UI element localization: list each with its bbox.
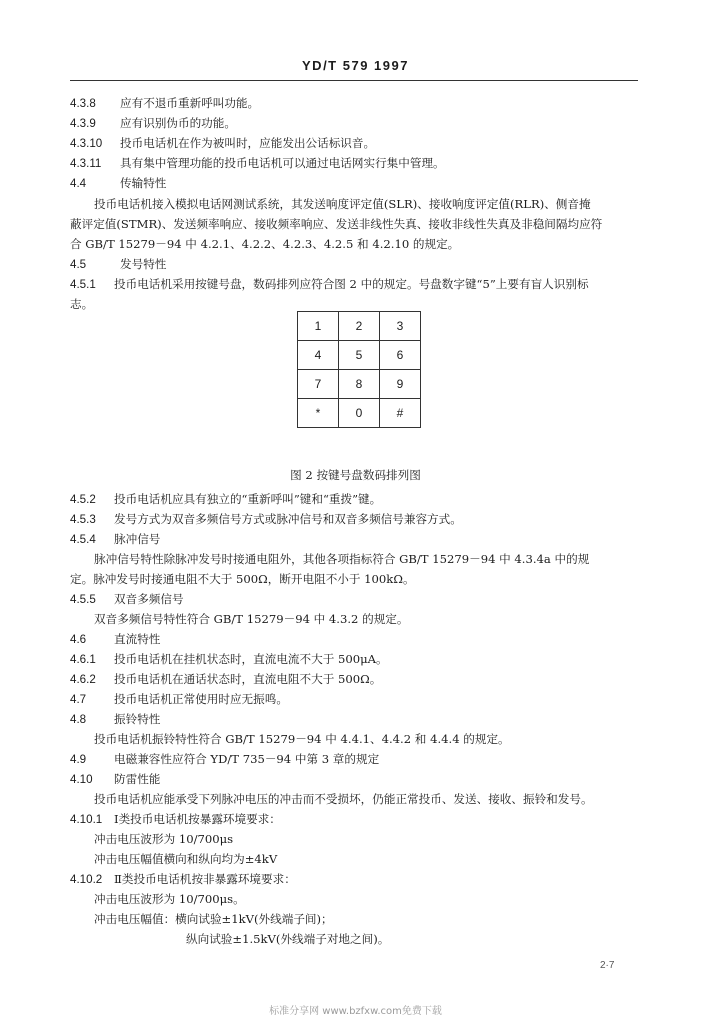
clause-text: Ⅰ类投币电话机按暴露环境要求： bbox=[114, 812, 281, 826]
keypad-row bbox=[298, 370, 421, 399]
key-star: * bbox=[298, 399, 339, 428]
clause-text: 发号特性 bbox=[120, 257, 167, 271]
text-line bbox=[94, 552, 589, 566]
clause-text: 投币电话机振铃特性符合 GB/T 15279－94 中 4.4.1、4.4.2 和 4.4.4 的规定。 bbox=[94, 732, 510, 746]
text-line bbox=[70, 572, 415, 586]
clause-number: 4.7 bbox=[70, 693, 87, 706]
clause-number: 4.9 bbox=[70, 753, 87, 766]
clause-text: 应有不退币重新呼叫功能。 bbox=[120, 96, 260, 110]
clause-text: 冲击电压波形为 10/700μs。 bbox=[94, 892, 245, 906]
clause-text: 投币电话机在作为被叫时，应能发出公话标识音。 bbox=[120, 136, 376, 150]
header-rule bbox=[70, 80, 638, 81]
key-6: 6 bbox=[380, 341, 421, 370]
clause-number: 4.5.2 bbox=[70, 493, 96, 506]
clause-text: 发号方式为双音多频信号方式或脉冲信号和双音多频信号兼容方式。 bbox=[114, 512, 462, 526]
clause-text: 防雷性能 bbox=[114, 772, 161, 786]
text-line bbox=[70, 512, 462, 527]
clause-text: 双音多频信号 bbox=[114, 592, 184, 606]
clause-text: 具有集中管理功能的投币电话机可以通过电话网实行集中管理。 bbox=[120, 156, 445, 170]
text-line bbox=[70, 632, 160, 647]
key-9: 9 bbox=[380, 370, 421, 399]
key-3: 3 bbox=[380, 312, 421, 341]
standard-header: YD/T 579 1997 bbox=[302, 58, 409, 73]
text-line bbox=[70, 712, 160, 727]
text-line bbox=[70, 257, 166, 272]
key-5: 5 bbox=[339, 341, 380, 370]
text-line bbox=[70, 297, 93, 311]
text-line bbox=[70, 592, 184, 607]
clause-number: 4.10.1 bbox=[70, 813, 103, 826]
key-8: 8 bbox=[339, 370, 380, 399]
clause-number: 4.5 bbox=[70, 258, 87, 271]
clause-text: 投币电话机应能承受下列脉冲电压的冲击而不受损坏，仍能正常投币、发送、接收、振铃和发号。 bbox=[94, 792, 593, 806]
text-line bbox=[70, 277, 589, 292]
keypad-row bbox=[298, 341, 421, 370]
clause-text: 志。 bbox=[70, 297, 94, 311]
key-4: 4 bbox=[298, 341, 339, 370]
clause-number: 4.8 bbox=[70, 713, 87, 726]
clause-text: 直流特性 bbox=[114, 632, 161, 646]
clause-text: 蔽评定值(STMR)、发送频率响应、接收频率响应、发送非线性失真、接收非线性失真及非稳间隔均应符 bbox=[70, 217, 603, 231]
text-line bbox=[70, 752, 379, 767]
text-line bbox=[70, 176, 166, 191]
text-line bbox=[70, 217, 602, 231]
clause-text: 电磁兼容性应符合 YD/T 735－94 中第 3 章的规定 bbox=[114, 752, 380, 766]
clause-text: 投币电话机在通话状态时，直流电阻不大于 500Ω。 bbox=[114, 672, 382, 686]
text-line bbox=[70, 492, 381, 507]
keypad-row bbox=[298, 312, 421, 341]
clause-text: Ⅱ类投币电话机按非暴露环境要求： bbox=[114, 872, 296, 886]
clause-number: 4.3.11 bbox=[70, 157, 102, 170]
text-line bbox=[94, 197, 591, 211]
clause-number: 4.6 bbox=[70, 633, 87, 646]
text-line bbox=[94, 732, 510, 746]
clause-number: 4.6.2 bbox=[70, 673, 96, 686]
text-line bbox=[70, 872, 296, 887]
text-line bbox=[94, 792, 593, 806]
clause-text: 振铃特性 bbox=[114, 712, 161, 726]
clause-number: 4.3.8 bbox=[70, 97, 96, 110]
text-line bbox=[186, 932, 389, 946]
text-line bbox=[94, 832, 233, 846]
text-line bbox=[70, 96, 259, 111]
clause-text: 双音多频信号特性符合 GB/T 15279－94 中 4.3.2 的规定。 bbox=[94, 612, 409, 626]
clause-text: 冲击电压幅值：横向试验±1kV(外线端子间)； bbox=[94, 912, 333, 926]
clause-number: 4.10 bbox=[70, 773, 93, 786]
clause-text: 投币电话机接入模拟电话网测试系统，其发送响度评定值(SLR)、接收响度评定值(RLR)、侧音掩 bbox=[94, 197, 591, 211]
text-line bbox=[94, 912, 333, 926]
text-line bbox=[94, 852, 277, 866]
clause-number: 4.5.3 bbox=[70, 513, 96, 526]
text-line bbox=[94, 612, 408, 626]
clause-text: 定。脉冲发号时接通电阻不大于 500Ω，断开电阻不小于 100kΩ。 bbox=[70, 572, 415, 586]
clause-text: 脉冲信号 bbox=[114, 532, 161, 546]
clause-text: 冲击电压幅值横向和纵向均为±4kV bbox=[94, 852, 278, 866]
clause-number: 4.5.5 bbox=[70, 593, 96, 606]
page-number: 2·7 bbox=[600, 960, 615, 971]
key-hash: # bbox=[380, 399, 421, 428]
clause-number: 4.5.1 bbox=[70, 278, 96, 291]
text-line bbox=[70, 812, 281, 827]
text-line bbox=[70, 672, 381, 687]
keypad-row bbox=[298, 399, 421, 428]
clause-text: 纵向试验±1.5kV(外线端子对地之间)。 bbox=[186, 932, 390, 946]
clause-number: 4.4 bbox=[70, 177, 87, 190]
text-line bbox=[94, 892, 245, 906]
watermark-footer: 标准分享网 www.bzfxw.com免费下载 bbox=[269, 1006, 442, 1017]
clause-text: 投币电话机采用按键号盘，数码排列应符合图 2 中的规定。号盘数字键“5”上要有盲人识别标 bbox=[114, 277, 589, 291]
text-line bbox=[70, 237, 459, 251]
key-1: 1 bbox=[298, 312, 339, 341]
clause-number: 4.3.9 bbox=[70, 117, 96, 130]
clause-text: 传输特性 bbox=[120, 176, 167, 190]
clause-number: 4.3.10 bbox=[70, 137, 103, 150]
text-line bbox=[70, 116, 236, 131]
clause-number: 4.10.2 bbox=[70, 873, 103, 886]
clause-number: 4.6.1 bbox=[70, 653, 96, 666]
keypad-figure bbox=[297, 311, 421, 428]
clause-text: 投币电话机在挂机状态时，直流电流不大于 500μA。 bbox=[114, 652, 388, 666]
clause-text: 冲击电压波形为 10/700μs bbox=[94, 832, 234, 846]
figure-caption: 图 2 按键号盘数码排列图 bbox=[290, 468, 421, 482]
clause-text: 脉冲信号特性除脉冲发号时接通电阻外，其他各项指标符合 GB/T 15279－94 中 4.3.4a 中的规 bbox=[94, 552, 590, 566]
clause-text: 投币电话机正常使用时应无振鸣。 bbox=[114, 692, 288, 706]
text-line bbox=[70, 136, 375, 151]
clause-number: 4.5.4 bbox=[70, 533, 96, 546]
key-0: 0 bbox=[339, 399, 380, 428]
clause-text: 应有识别伪币的功能。 bbox=[120, 116, 236, 130]
text-line bbox=[70, 772, 160, 787]
text-line bbox=[70, 692, 288, 707]
clause-text: 投币电话机应具有独立的“重新呼叫”键和“重拨”键。 bbox=[114, 492, 382, 506]
key-7: 7 bbox=[298, 370, 339, 399]
clause-text: 合 GB/T 15279－94 中 4.2.1、4.2.2、4.2.3、4.2.5 和 4.2.10 的规定。 bbox=[70, 237, 460, 251]
text-line bbox=[70, 652, 388, 667]
text-line bbox=[70, 156, 445, 171]
text-line bbox=[70, 532, 160, 547]
key-2: 2 bbox=[339, 312, 380, 341]
